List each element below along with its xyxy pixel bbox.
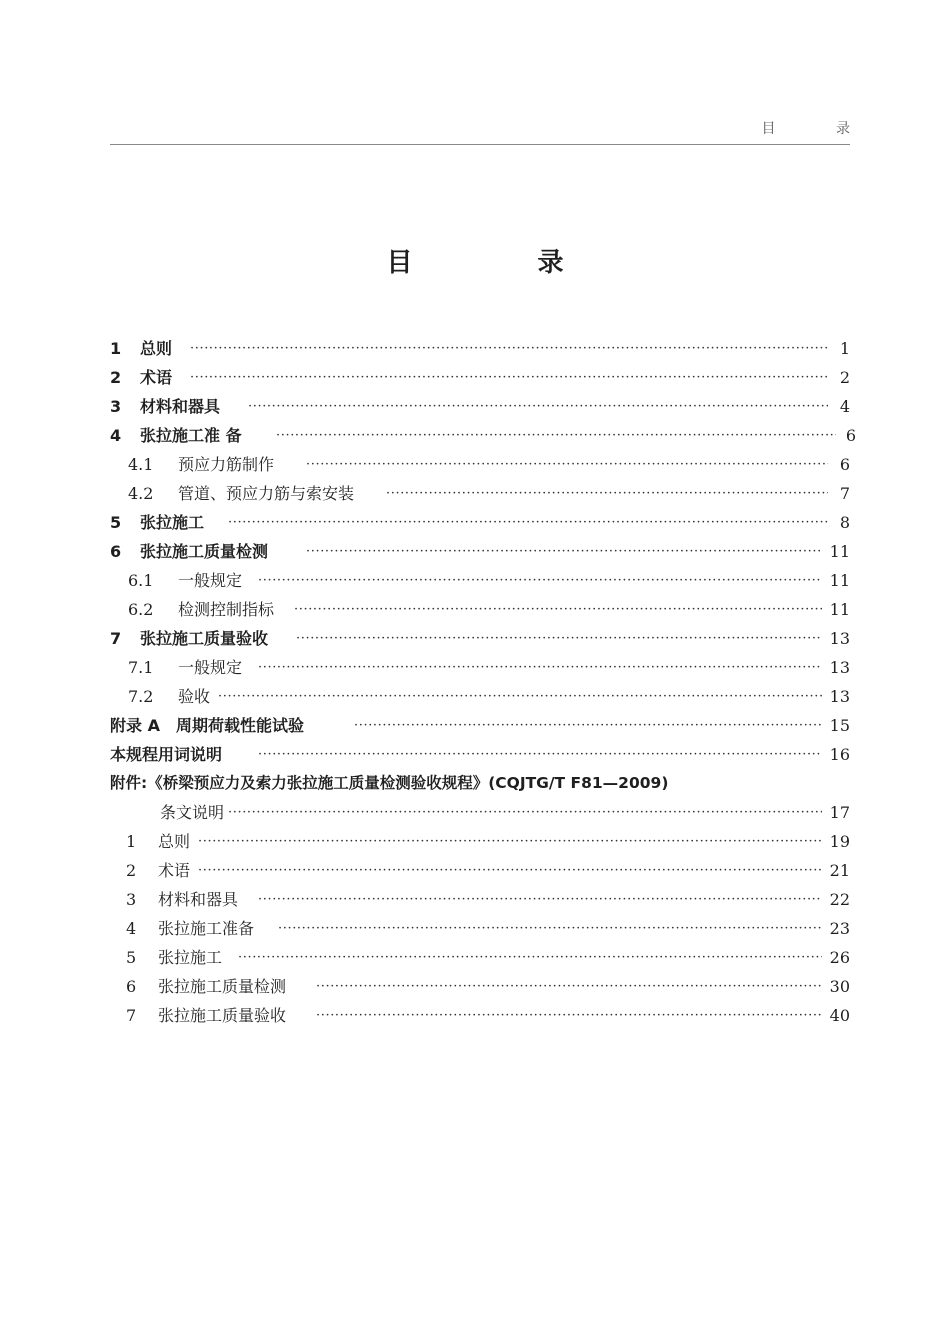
- toc-entry[interactable]: [110, 798, 850, 827]
- toc-entry[interactable]: [110, 624, 850, 653]
- toc-entry-number: 3: [110, 397, 122, 416]
- leader-dots: [306, 537, 822, 566]
- table-of-contents: [110, 334, 856, 1030]
- toc-entry-label: 张拉施工: [140, 513, 205, 532]
- toc-entry-page: 15: [829, 716, 850, 735]
- toc-entry-page: 6: [845, 426, 856, 445]
- leader-dots: [306, 450, 828, 479]
- toc-entry-label: 张拉施工质量检测: [140, 542, 269, 561]
- leader-dots: [228, 798, 822, 827]
- toc-entry-page: 17: [829, 803, 850, 822]
- toc-entry-label: 管道、预应力筋与索安装: [178, 484, 355, 503]
- toc-entry[interactable]: [110, 334, 850, 363]
- toc-entry[interactable]: [110, 885, 850, 914]
- toc-entry-number: 4: [110, 426, 122, 445]
- leader-dots: [190, 334, 828, 363]
- toc-entry-page: 16: [829, 745, 850, 764]
- toc-entry-label: 本规程用词说明: [110, 745, 223, 764]
- toc-entry-number: 5: [110, 513, 122, 532]
- leader-dots: [238, 943, 822, 972]
- toc-entry-label: 总则: [140, 339, 173, 358]
- toc-entry-label: 条文说明: [160, 803, 225, 822]
- toc-entry-page: 30: [829, 977, 850, 996]
- toc-entry-page: 22: [829, 890, 850, 909]
- toc-entry-label: 一般规定: [178, 658, 243, 677]
- toc-entry-page: 7: [839, 484, 850, 503]
- leader-dots: [248, 392, 828, 421]
- toc-entry-label: 附件:《桥梁预应力及索力张拉施工质量检测验收规程》(CQJTG/T F81—2009): [110, 774, 669, 792]
- toc-entry[interactable]: [110, 537, 850, 566]
- toc-entry-label: 检测控制指标: [178, 600, 275, 619]
- leader-dots: [198, 856, 822, 885]
- toc-entry-page: 1: [839, 339, 850, 358]
- leader-dots: [258, 885, 822, 914]
- toc-entry-label: 术语: [140, 368, 173, 387]
- toc-entry[interactable]: [110, 392, 850, 421]
- toc-entry-label: 术语: [158, 861, 191, 880]
- toc-entry[interactable]: [110, 856, 850, 885]
- toc-entry[interactable]: [110, 566, 850, 595]
- toc-entry-page: 2: [839, 368, 850, 387]
- running-head-text: 目 录: [761, 121, 878, 137]
- toc-entry-number: 4.1: [128, 455, 154, 474]
- toc-entry[interactable]: [110, 508, 850, 537]
- toc-entry-number: 6: [110, 542, 122, 561]
- leader-dots: [258, 653, 822, 682]
- toc-entry-page: 13: [829, 687, 850, 706]
- toc-entry[interactable]: [110, 682, 850, 711]
- toc-entry-page: 6: [839, 455, 850, 474]
- toc-entry-page: 8: [839, 513, 850, 532]
- toc-entry[interactable]: [110, 740, 850, 769]
- toc-entry-label: 张拉施工: [158, 948, 223, 967]
- leader-dots: [218, 682, 822, 711]
- leader-dots: [354, 711, 822, 740]
- leader-dots: [276, 421, 836, 450]
- toc-entry[interactable]: [110, 1001, 850, 1030]
- toc-entry-number: 7.2: [128, 687, 154, 706]
- toc-entry-page: 13: [829, 658, 850, 677]
- toc-entry[interactable]: [110, 943, 850, 972]
- leader-dots: [258, 566, 822, 595]
- toc-entry-page: 11: [829, 542, 850, 561]
- toc-entry-page: 23: [829, 919, 850, 938]
- toc-entry[interactable]: [110, 769, 850, 798]
- leader-dots: [190, 363, 828, 392]
- toc-entry[interactable]: [110, 595, 850, 624]
- toc-entry-label: 张拉施工质量验收: [158, 1006, 287, 1025]
- toc-entry-number: 1: [110, 339, 122, 358]
- toc-entry-page: 13: [829, 629, 850, 648]
- toc-entry[interactable]: [110, 972, 850, 1001]
- leader-dots: [316, 972, 822, 1001]
- toc-entry-number: 7: [126, 1006, 137, 1025]
- toc-entry-label: 张拉施工准 备: [140, 426, 242, 445]
- toc-entry-number: 6: [126, 977, 137, 996]
- toc-entry-page: 26: [829, 948, 850, 967]
- toc-entry-number: 1: [126, 832, 137, 851]
- toc-entry-number: 3: [126, 890, 137, 909]
- toc-entry-number: 7.1: [128, 658, 154, 677]
- page-title: 目 录: [386, 248, 622, 278]
- toc-entry-label: 预应力筋制作: [178, 455, 275, 474]
- leader-dots: [198, 827, 822, 856]
- toc-entry[interactable]: [110, 914, 850, 943]
- toc-entry-label: 张拉施工质量验收: [140, 629, 269, 648]
- toc-entry-label: 附录 A 周期荷载性能试验: [110, 716, 304, 735]
- leader-dots: [386, 479, 828, 508]
- leader-dots: [228, 508, 828, 537]
- toc-entry-number: 7: [110, 629, 122, 648]
- running-header: [110, 118, 878, 145]
- toc-entry[interactable]: [110, 450, 850, 479]
- toc-entry-number: 2: [126, 861, 137, 880]
- toc-entry-label: 验收: [178, 687, 211, 706]
- toc-entry-number: 2: [110, 368, 122, 387]
- toc-entry[interactable]: [110, 827, 850, 856]
- toc-entry-page: 4: [839, 397, 850, 416]
- toc-entry-number: 4: [126, 919, 137, 938]
- toc-entry-page: 11: [829, 600, 850, 619]
- toc-entry-label: 张拉施工准备: [158, 919, 255, 938]
- toc-entry[interactable]: [110, 421, 856, 450]
- toc-entry-number: 6.1: [128, 571, 154, 590]
- toc-entry-label: 材料和器具: [158, 890, 239, 909]
- toc-entry-label: 材料和器具: [140, 397, 221, 416]
- toc-entry-number: 4.2: [128, 484, 154, 503]
- toc-entry-label: 张拉施工质量检测: [158, 977, 287, 996]
- toc-entry[interactable]: [110, 711, 850, 740]
- toc-entry-label: 总则: [158, 832, 191, 851]
- toc-entry-page: 19: [829, 832, 850, 851]
- toc-entry[interactable]: [110, 363, 850, 392]
- toc-entry-number: 5: [126, 948, 137, 967]
- leader-dots: [296, 624, 822, 653]
- toc-entry[interactable]: [110, 653, 850, 682]
- leader-dots: [258, 740, 822, 769]
- leader-dots: [278, 914, 822, 943]
- toc-entry-label: 一般规定: [178, 571, 243, 590]
- toc-entry-page: 21: [829, 861, 850, 880]
- leader-dots: [316, 1001, 822, 1030]
- toc-entry-page: 40: [829, 1006, 850, 1025]
- toc-entry-number: 6.2: [128, 600, 154, 619]
- leader-dots: [294, 595, 822, 624]
- toc-entry-page: 11: [829, 571, 850, 590]
- toc-entry[interactable]: [110, 479, 850, 508]
